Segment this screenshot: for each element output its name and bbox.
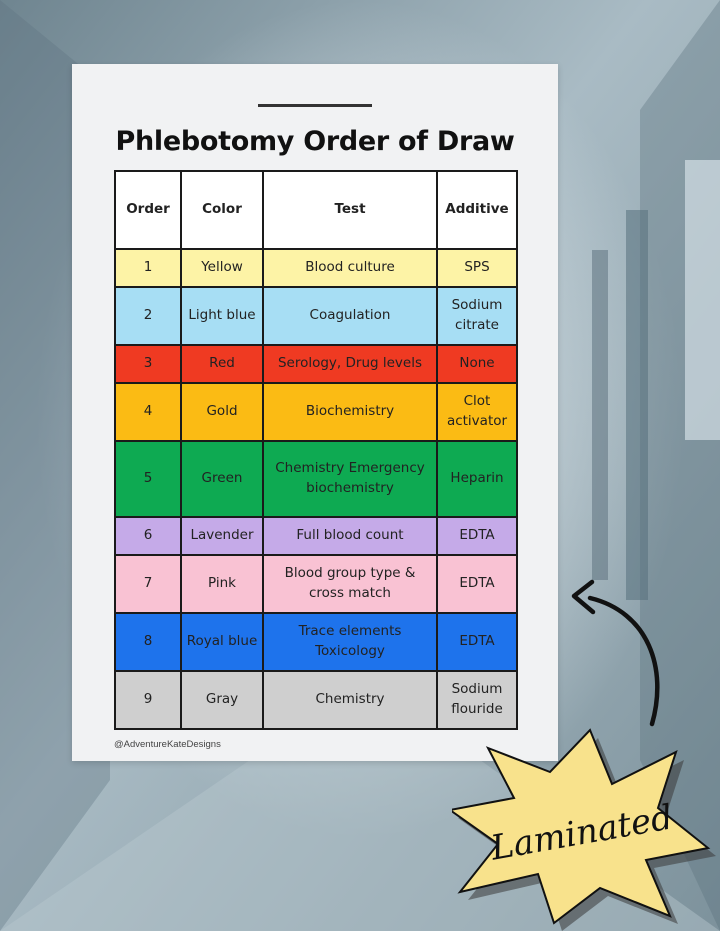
table-row [115, 613, 517, 671]
table-row [115, 441, 517, 517]
header-test: Test [263, 171, 437, 249]
cell-order: 8 [115, 613, 181, 671]
cell-additive: None [437, 345, 517, 383]
table-row [115, 555, 517, 613]
order-of-draw-table [114, 170, 518, 730]
cell-color: Pink [181, 555, 263, 613]
cell-color: Gold [181, 383, 263, 441]
cell-order: 6 [115, 517, 181, 555]
cell-additive: SPS [437, 249, 517, 287]
order-of-draw-poster [72, 64, 558, 761]
cell-order: 7 [115, 555, 181, 613]
laminated-badge [452, 700, 720, 931]
cell-test: Coagulation [263, 287, 437, 345]
cell-test: Serology, Drug levels [263, 345, 437, 383]
cell-additive: Sodium flouride [437, 671, 517, 729]
cell-order: 4 [115, 383, 181, 441]
cell-color: Yellow [181, 249, 263, 287]
cell-additive: EDTA [437, 517, 517, 555]
cell-test: Biochemistry [263, 383, 437, 441]
laminated-label: Laminated [487, 797, 676, 869]
cell-color: Lavender [181, 517, 263, 555]
table-row [115, 517, 517, 555]
cell-test: Chemistry [263, 671, 437, 729]
cell-order: 5 [115, 441, 181, 517]
cell-order: 1 [115, 249, 181, 287]
cell-additive: EDTA [437, 613, 517, 671]
table-row [115, 287, 517, 345]
cell-test: Full blood count [263, 517, 437, 555]
cell-additive: Sodium citrate [437, 287, 517, 345]
cell-test: Blood culture [263, 249, 437, 287]
header-row [115, 171, 517, 249]
cell-additive: EDTA [437, 555, 517, 613]
cell-color: Royal blue [181, 613, 263, 671]
table-row [115, 249, 517, 287]
cell-color: Red [181, 345, 263, 383]
header-additive: Additive [437, 171, 517, 249]
cell-color: Green [181, 441, 263, 517]
top-rule [258, 104, 372, 107]
cell-test: Chemistry Emergency biochemistry [263, 441, 437, 517]
table-row [115, 383, 517, 441]
cell-order: 9 [115, 671, 181, 729]
cell-color: Gray [181, 671, 263, 729]
header-order: Order [115, 171, 181, 249]
poster-title: Phlebotomy Order of Draw [115, 126, 515, 157]
cell-additive: Heparin [437, 441, 517, 517]
designer-credit: @AdventureKateDesigns [114, 739, 221, 750]
cell-test: Blood group type & cross match [263, 555, 437, 613]
header-color: Color [181, 171, 263, 249]
cell-test: Trace elements Toxicology [263, 613, 437, 671]
cell-color: Light blue [181, 287, 263, 345]
cell-order: 3 [115, 345, 181, 383]
cell-additive: Clot activator [437, 383, 517, 441]
table-row [115, 345, 517, 383]
cell-order: 2 [115, 287, 181, 345]
